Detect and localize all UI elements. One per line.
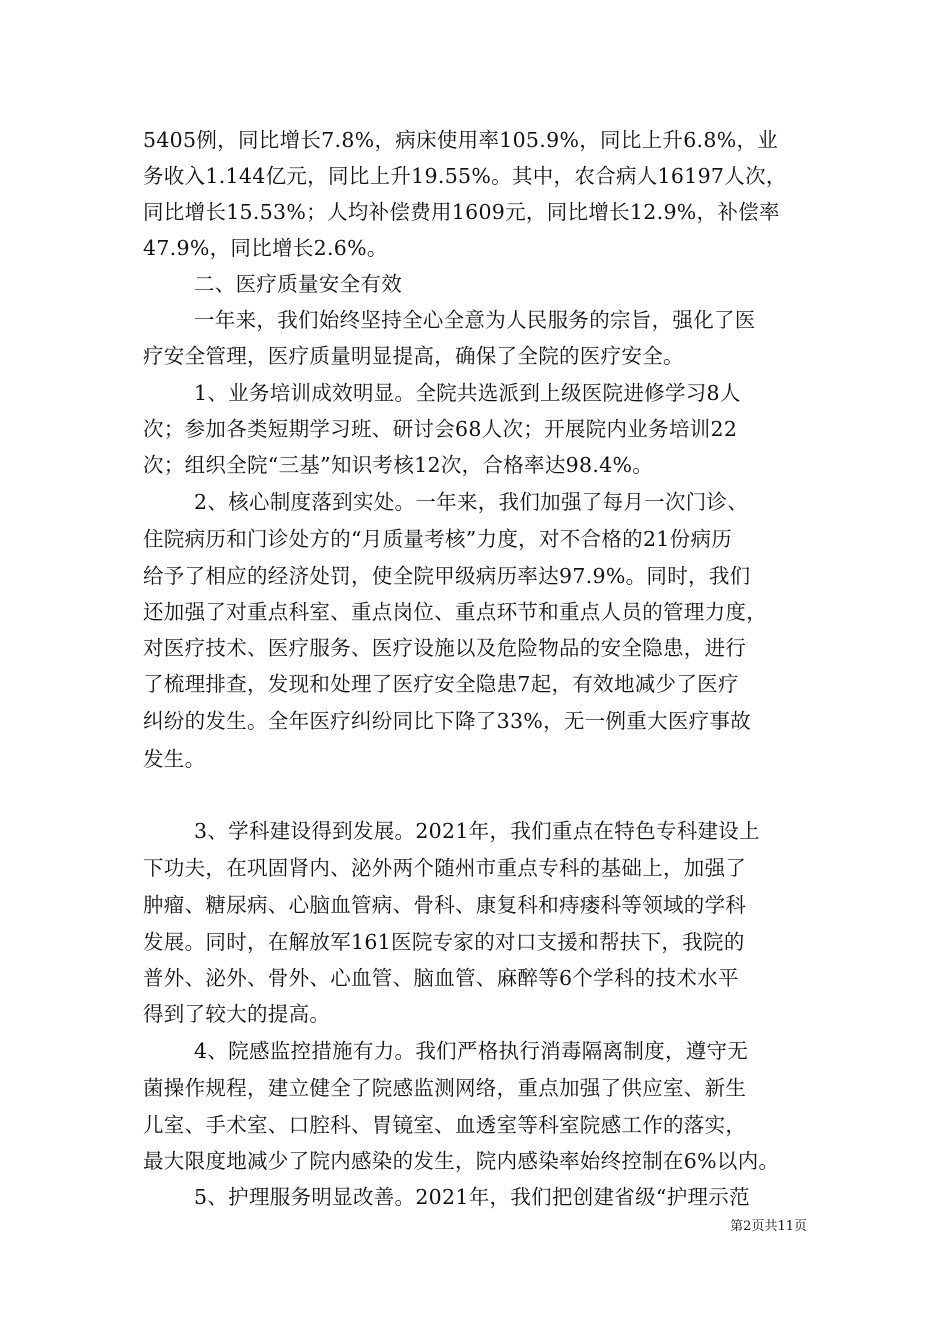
text-line: 一年来，我们始终坚持全心全意为人民服务的宗旨，强化了医 xyxy=(194,308,756,332)
text-line: 纠纷的发生。全年医疗纠纷同比下降了33%，无一例重大医疗事故 xyxy=(143,709,752,733)
text-line: 疗安全管理，医疗质量明显提高，确保了全院的医疗安全。 xyxy=(143,344,684,368)
text-line: 次；参加各类短期学习班、研讨会68人次；开展院内业务培训22 xyxy=(143,417,738,441)
text-line: 3、学科建设得到发展。2021年，我们重点在特色专科建设上 xyxy=(194,819,760,843)
text-line: 47.9%，同比增长2.6%。 xyxy=(143,236,388,260)
text-line: 下功夫，在巩固肾内、泌外两个随州市重点专科的基础上，加强了 xyxy=(143,856,747,880)
text-line: 菌操作规程，建立健全了院感监测网络，重点加强了供应室、新生 xyxy=(143,1076,747,1100)
text-line: 务收入1.144亿元，同比上升19.55%。其中，农合病人16197人次， xyxy=(143,164,787,188)
text-line: 住院病历和门诊处方的“月质量考核”力度，对不合格的21份病历 xyxy=(143,527,733,551)
text-line: 发展。同时，在解放军161医院专家的对口支援和帮扶下，我院的 xyxy=(143,930,745,954)
text-line: 2、核心制度落到实处。一年来，我们加强了每月一次门诊、 xyxy=(194,490,749,514)
text-line: 同比增长15.53%；人均补偿费用1609元，同比增长12.9%，补偿率 xyxy=(143,200,780,224)
text-line: 1、业务培训成效明显。全院共选派到上级医院进修学习8人 xyxy=(194,381,741,405)
page-number: 第2页共11页 xyxy=(730,1219,807,1234)
text-line: 5、护理服务明显改善。2021年，我们把创建省级“护理示范 xyxy=(194,1185,750,1209)
text-line: 对医疗技术、医疗服务、医疗设施以及危险物品的安全隐患，进行 xyxy=(143,636,747,660)
text-line: 发生。 xyxy=(143,747,206,771)
text-line: 得到了较大的提高。 xyxy=(143,1002,331,1026)
text-line: 次；组织全院“三基”知识考核12次，合格率达98.4%。 xyxy=(143,453,654,477)
text-line: 还加强了对重点科室、重点岗位、重点环节和重点人员的管理力度， xyxy=(143,600,767,624)
text-line: 普外、泌外、骨外、心血管、脑血管、麻醉等6个学科的技术水平 xyxy=(143,966,739,990)
text-line: 最大限度地减少了院内感染的发生，院内感染率始终控制在6%以内。 xyxy=(143,1149,780,1173)
text-line: 儿室、手术室、口腔科、胃镜室、血透室等科室院感工作的落实， xyxy=(143,1113,747,1137)
text-line: 肿瘤、糖尿病、心脑血管病、骨科、康复科和痔瘘科等领域的学科 xyxy=(143,893,747,917)
text-line: 给予了相应的经济处罚，使全院甲级病历率达97.9%。同时，我们 xyxy=(143,564,751,588)
text-line: 4、院感监控措施有力。我们严格执行消毒隔离制度，遵守无 xyxy=(194,1039,749,1063)
text-line: 5405例，同比增长7.8%，病床使用率105.9%，同比上升6.8%，业 xyxy=(143,128,779,152)
text-line: 了梳理排查，发现和处理了医疗安全隐患7起，有效地减少了医疗 xyxy=(143,672,739,696)
section-heading: 二、医疗质量安全有效 xyxy=(194,272,402,296)
